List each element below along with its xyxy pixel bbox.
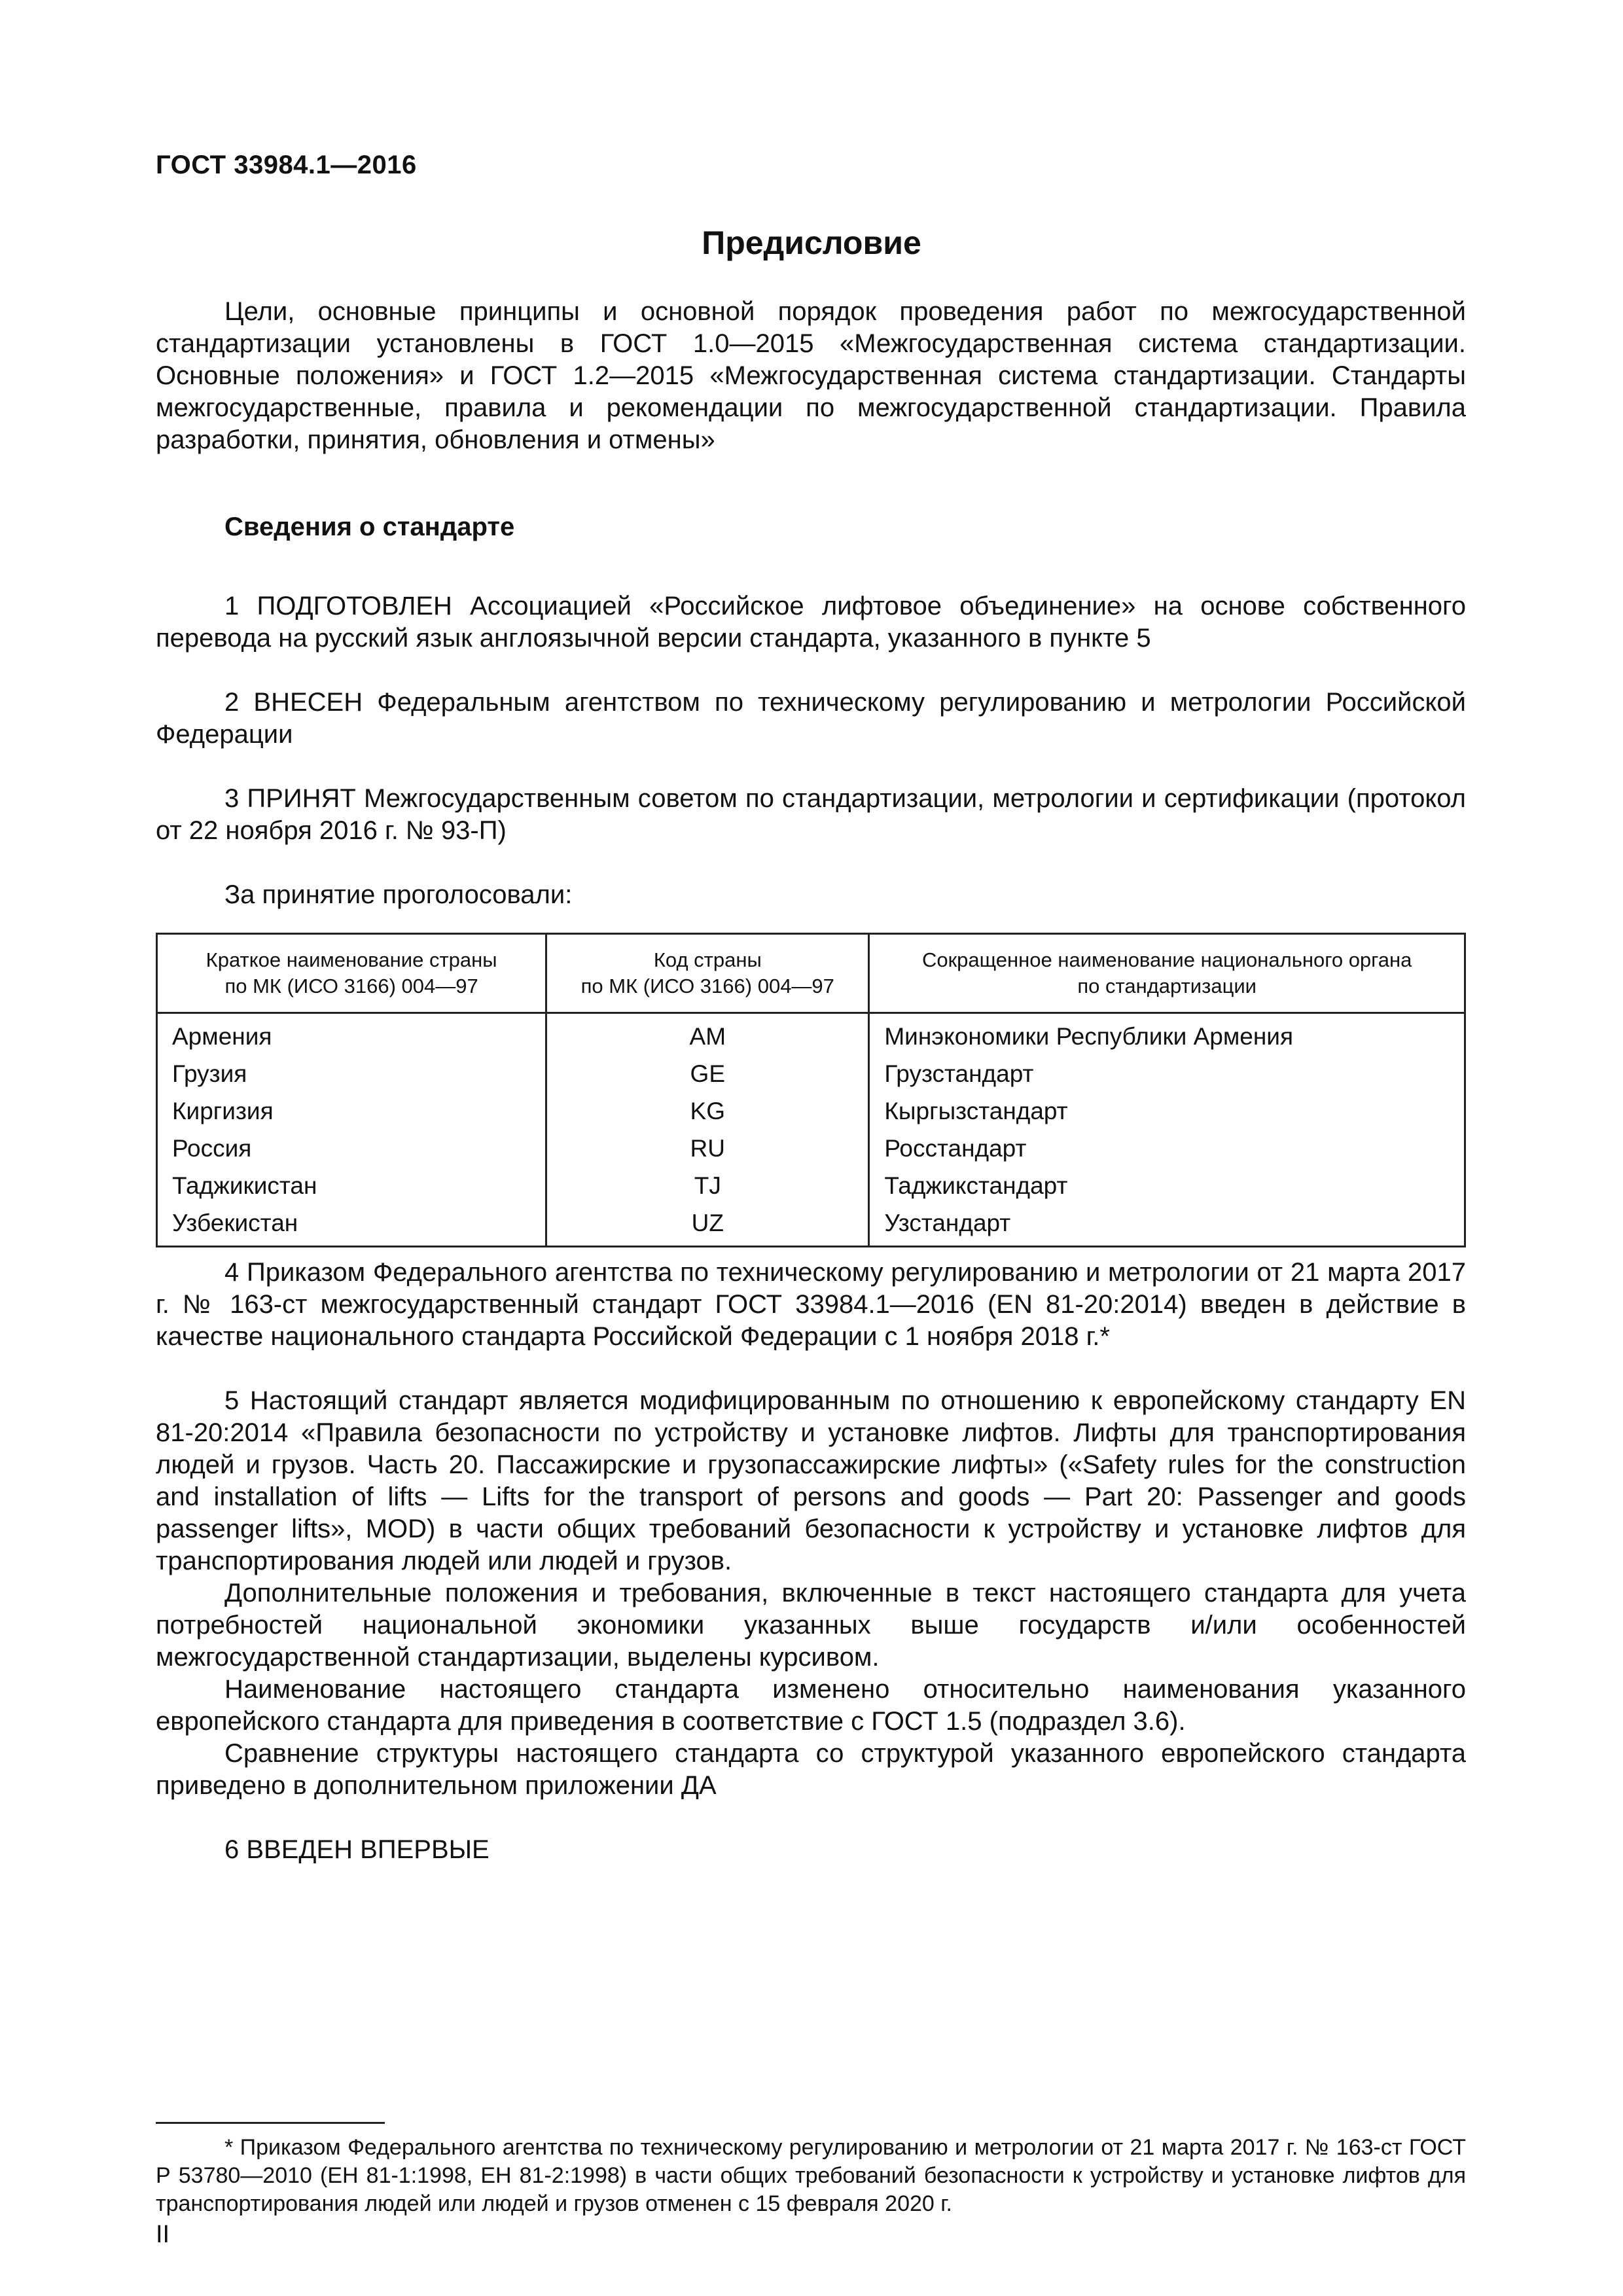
country-code: TJ — [546, 1167, 869, 1204]
page-number: II — [156, 2221, 170, 2248]
header-standards-body: Сокращенное наименование национального органа по стандартизации — [869, 934, 1465, 1013]
standards-body: Кыргызстандарт — [869, 1092, 1465, 1130]
table-row — [157, 1204, 1465, 1247]
country-name: Таджикистан — [157, 1167, 546, 1204]
header-country-name: Краткое наименование страны по МК (ИСО 3166) 004—97 — [157, 934, 546, 1013]
table-row — [157, 1167, 1465, 1204]
country-name: Армения — [157, 1013, 546, 1056]
item-6-introduced: 6 ВВЕДЕН ВПЕРВЫЕ — [224, 1835, 490, 1864]
footnote — [156, 2134, 1466, 2218]
standards-body: Узстандарт — [869, 1204, 1465, 1247]
table-row — [157, 1013, 1465, 1056]
footnote-text: * Приказом Федерального агентства по техническому регулированию и метрологии от 21 марта 2017 г. № 163-ст ГОСТ Р 53780—2010 (ЕН 81-1:1998, ЕН 81-2:1998) в части общих требований безопасности к устройству и установке лифтов для транспортирования людей или людей и грузов отменен с 15 февраля 2020 г. — [156, 2135, 1466, 2216]
item-1-prepared: 1 ПОДГОТОВЛЕН Ассоциацией «Российское лифтовое объединение» на основе собственного перевода на русский язык англоязычной версии стандарта, указанного в пункте 5 — [156, 592, 1466, 653]
standards-body: Таджикстандарт — [869, 1167, 1465, 1204]
country-name: Узбекистан — [157, 1204, 546, 1247]
country-code: KG — [546, 1092, 869, 1130]
table-row — [157, 1130, 1465, 1167]
votes-table-header-row — [157, 934, 1465, 1013]
country-name: Россия — [157, 1130, 546, 1167]
header-country-code: Код страны по МК (ИСО 3166) 004—97 — [546, 934, 869, 1013]
item-2-submitted: 2 ВНЕСЕН Федеральным агентством по техническому регулированию и метрологии Российской Федерации — [156, 688, 1466, 749]
item-5-additional-provisions: Дополнительные положения и требования, включенные в текст настоящего стандарта для учета потребностей национальной экономики указанных выше государств и/или особенностей межгосударственной стандартизации, выделены курсивом. — [156, 1579, 1466, 1672]
item-5-modification: 5 Настоящий стандарт является модифицированным по отношению к европейскому стандарту EN 81-20:2014 «Правила безопасности по устройству и установке лифтов. Лифты для транспортирования людей и грузов. Часть 20. Пассажирские и грузопассажирские лифты» («Safety rules for the construction and installation of lifts — Lifts for the transport of persons and goods — Part 20: Passenger and goods passenger lifts», MOD) в части общих требований безопасности к устройству и установке лифтов для транспортирования людей или людей и грузов. — [156, 1386, 1466, 1575]
standards-body: Грузстандарт — [869, 1055, 1465, 1092]
table-row — [157, 1055, 1465, 1092]
item-3-adopted: 3 ПРИНЯТ Межгосударственным советом по стандартизации, метрологии и сертификации (протокол от 22 ноября 2016 г. № 93-П) — [156, 784, 1466, 845]
item-5-title-change: Наименование настоящего стандарта изменено относительно наименования указанного европейского стандарта для приведения в соответствие с ГОСТ 1.5 (подраздел 3.6). — [156, 1675, 1466, 1736]
standards-body: Росстандарт — [869, 1130, 1465, 1167]
country-code: GE — [546, 1055, 869, 1092]
country-name: Киргизия — [157, 1092, 546, 1130]
country-code: RU — [546, 1130, 869, 1167]
item-4-order: 4 Приказом Федерального агентства по техническому регулированию и метрологии от 21 марта 2017 г. № 163-ст межгосударственный стандарт ГОСТ 33984.1—2016 (EN 81-20:2014) введен в действие в качестве национального стандарта Российской Федерации с 1 ноября 2018 г.* — [156, 1258, 1466, 1351]
footnote-divider — [156, 2122, 385, 2124]
standard-info-heading: Сведения о стандарте — [224, 512, 515, 541]
votes-table — [156, 933, 1466, 1247]
page-title: Предисловие — [702, 224, 921, 261]
items-1-3-section — [156, 590, 1466, 911]
intro-section — [156, 296, 1466, 456]
country-code: AM — [546, 1013, 869, 1056]
country-code: UZ — [546, 1204, 869, 1247]
table-row — [157, 1092, 1465, 1130]
intro-paragraph: Цели, основные принципы и основной порядок проведения работ по межгосударственной стандартизации установлены в ГОСТ 1.0—2015 «Межгосударственная система стандартизации. Основные положения» и ГОСТ 1.2—2015 «Межгосударственная система стандартизации. Стандарты межгосударственные, правила и рекомендации по межгосударственной стандартизации. Правила разработки, принятия, обновления и отмены» — [156, 297, 1466, 454]
items-4-6-section — [156, 1257, 1466, 1866]
item-5-structure-comparison: Сравнение структуры настоящего стандарта со структурой указанного европейского стандарта приведено в дополнительном приложении ДА — [156, 1739, 1466, 1800]
country-name: Грузия — [157, 1055, 546, 1092]
document-code: ГОСТ 33984.1—2016 — [156, 151, 417, 179]
votes-label: За принятие проголосовали: — [224, 880, 573, 909]
standards-body: Минэкономики Республики Армения — [869, 1013, 1465, 1056]
